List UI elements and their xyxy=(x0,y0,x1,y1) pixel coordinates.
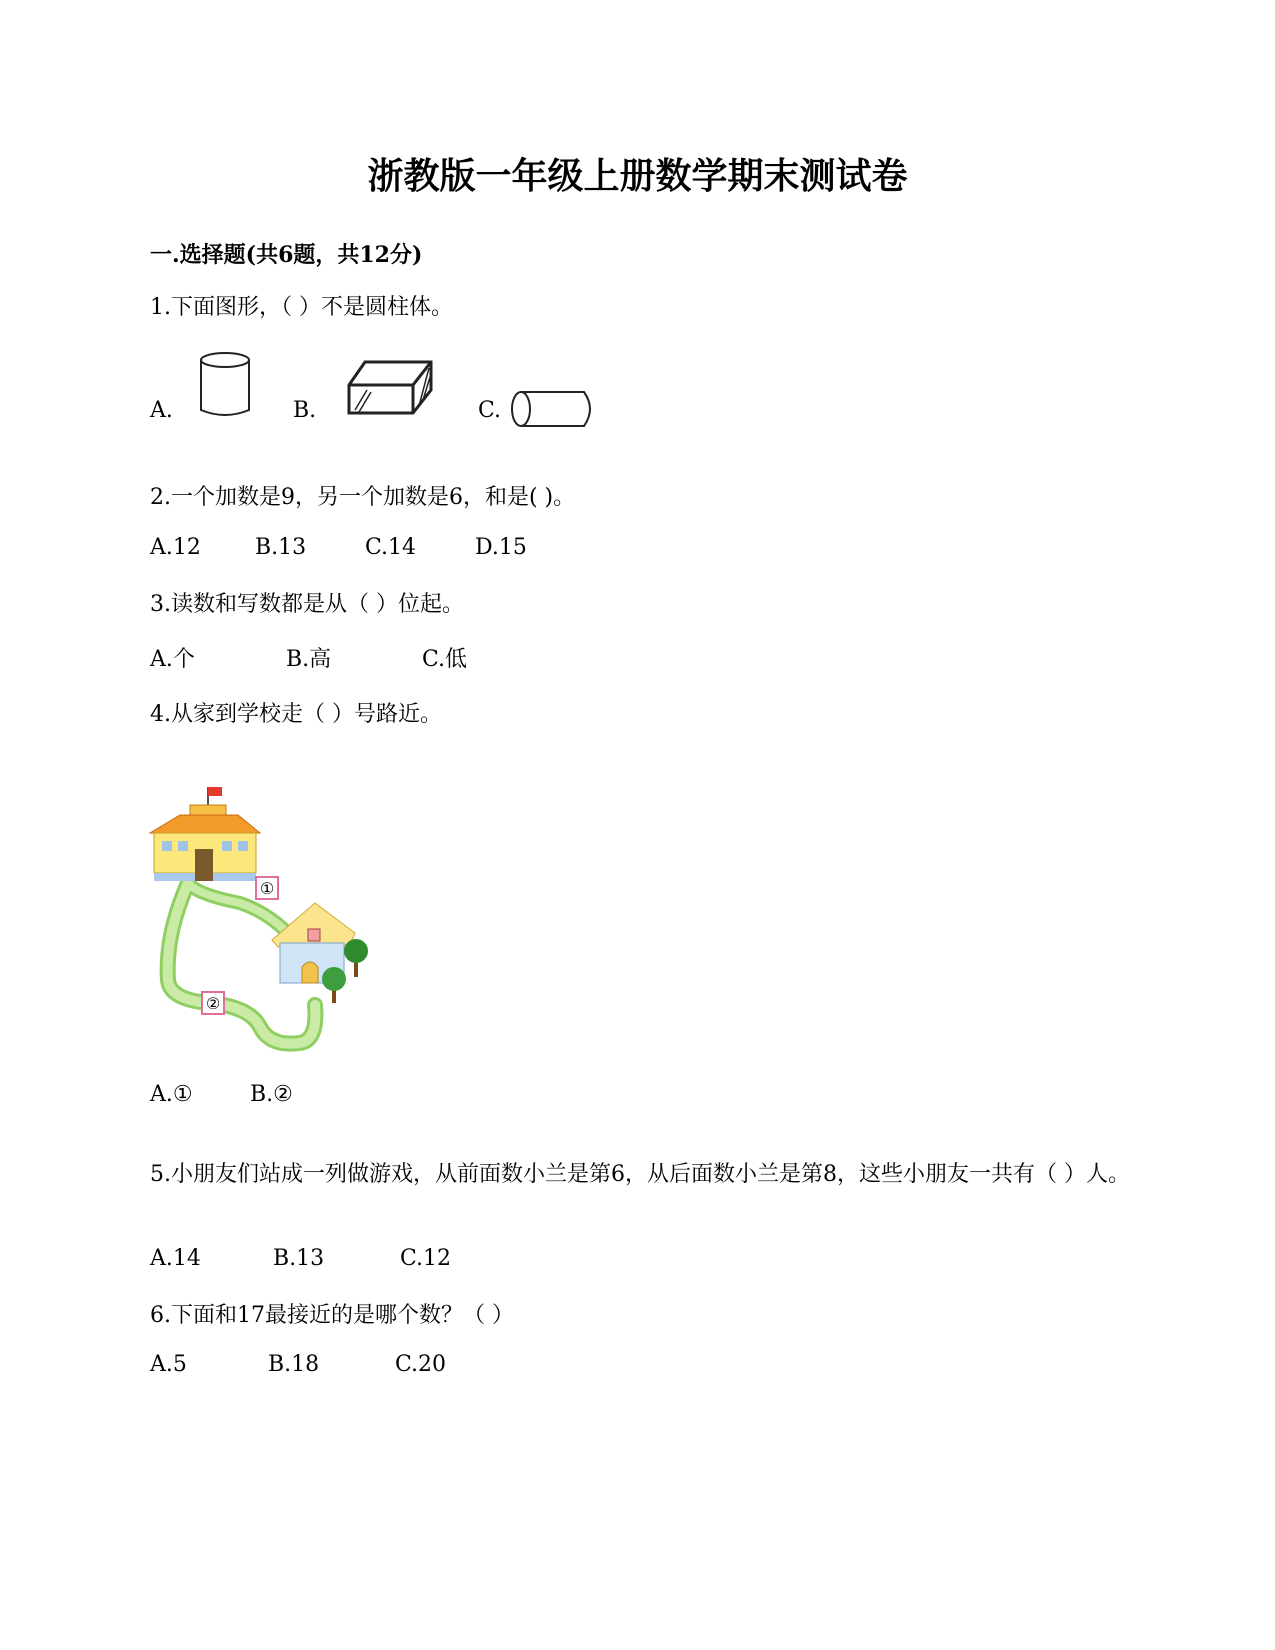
question-4-text: 4.从家到学校走（ ）号路近。 xyxy=(150,702,442,727)
question-5-option-a: A.14 xyxy=(150,1246,201,1271)
page-title: 浙教版一年级上册数学期末测试卷 xyxy=(367,155,908,197)
question-2-option-c: C.14 xyxy=(365,535,417,560)
question-5-text: 5.小朋友们站成一列做游戏，从前面数小兰是第6，从后面数小兰是第8，这些小朋友一共有（ ）人。 xyxy=(150,1162,1130,1187)
question-6-option-b: B.18 xyxy=(268,1352,320,1377)
cylinder-upright-icon xyxy=(195,350,255,422)
question-6-option-c: C.20 xyxy=(395,1352,447,1377)
route-2-label: ② xyxy=(205,994,221,1013)
question-2-option-a: A.12 xyxy=(150,535,201,560)
question-1-text: 1.下面图形，（ ）不是圆柱体。 xyxy=(150,295,453,320)
question-6-text: 6.下面和17最接近的是哪个数？（ ） xyxy=(150,1303,514,1328)
cylinder-lying-icon xyxy=(508,388,598,430)
route-map-illustration xyxy=(150,785,400,1075)
question-5-option-c: C.12 xyxy=(400,1246,452,1271)
question-6-option-a: A.5 xyxy=(150,1352,187,1377)
question-2-option-d: D.15 xyxy=(475,535,527,560)
question-2-text: 2.一个加数是9，另一个加数是6，和是( )。 xyxy=(150,485,576,510)
question-4-option-a: A.① xyxy=(150,1082,193,1107)
question-5-option-b: B.13 xyxy=(273,1246,325,1271)
question-1-option-a: A. xyxy=(150,398,173,423)
question-3-text: 3.读数和写数都是从（ ）位起。 xyxy=(150,592,464,617)
school-building-icon xyxy=(150,787,260,881)
question-1-option-c: C. xyxy=(478,398,502,423)
question-1-option-b: B. xyxy=(293,398,317,423)
route-1-label: ① xyxy=(259,879,275,898)
cuboid-icon xyxy=(345,350,440,428)
question-4-option-b: B.② xyxy=(250,1082,293,1107)
section-heading: 一.选择题(共6题，共12分) xyxy=(150,242,423,268)
question-2-option-b: B.13 xyxy=(255,535,307,560)
question-3-option-c: C.低 xyxy=(422,647,468,672)
question-3-option-b: B.高 xyxy=(286,647,332,672)
question-3-option-a: A.个 xyxy=(150,647,195,672)
